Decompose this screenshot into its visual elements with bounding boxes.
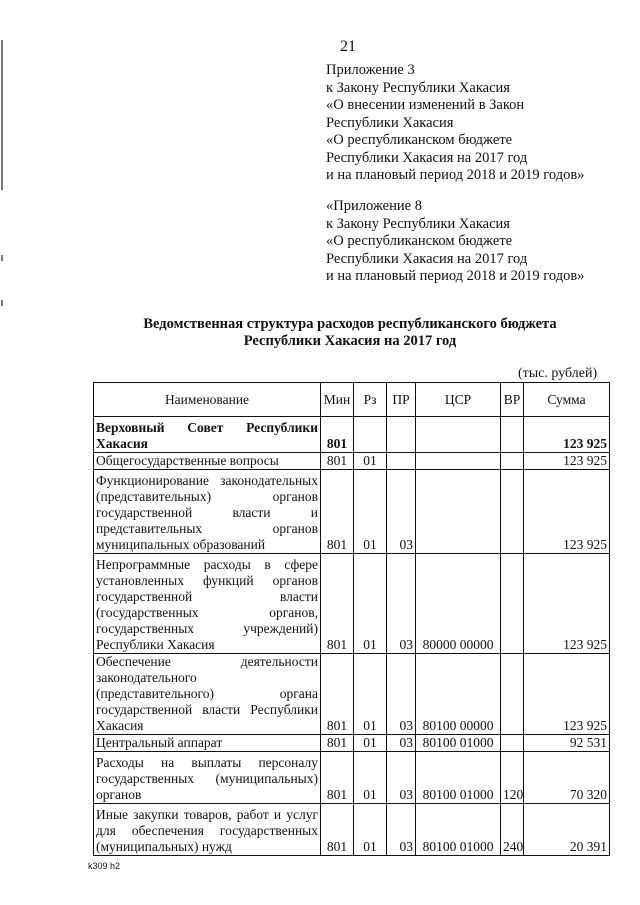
- row-name: Обеспечение деятельности законодательного (представительного) органа государственной власти Республики Хакасия: [94, 654, 321, 735]
- appendix-8-line: «Приложение 8: [326, 198, 422, 214]
- row-sum: 123 925: [524, 554, 610, 654]
- appendix-3-header: [326, 62, 584, 185]
- row-vr: 240: [501, 804, 524, 856]
- appendix-3-line: Республики Хакасия на 2017 год: [326, 149, 528, 166]
- table-row: [94, 735, 610, 752]
- appendix-3-line: «О внесении изменений в Закон: [326, 97, 525, 113]
- row-sum: 92 531: [524, 735, 610, 752]
- row-pr: 03: [387, 554, 416, 654]
- row-sum: 70 320: [524, 752, 610, 804]
- row-rz: 01: [354, 735, 387, 752]
- table-row: [94, 453, 610, 470]
- footer-code: k309 h2: [88, 861, 121, 871]
- appendix-3-line: Приложение 3: [326, 62, 415, 78]
- row-name: Непрограммные расходы в сфере установленных функций органов государственной власти (государственных органов, государственных учреждений) Республики Хакасия: [94, 554, 321, 654]
- row-min: 801: [321, 417, 354, 453]
- row-csr: [416, 470, 501, 554]
- row-sum: 20 391: [524, 804, 610, 856]
- row-sum: 123 925: [524, 654, 610, 735]
- appendix-3-line: и на плановый период 2018 и 2019 годов»: [326, 167, 585, 183]
- row-min: 801: [321, 453, 354, 470]
- row-sum: 123 925: [524, 417, 610, 453]
- row-csr: [416, 417, 501, 453]
- row-vr: [501, 417, 524, 453]
- row-min: 801: [321, 654, 354, 735]
- scan-edge-mark: [1, 40, 3, 190]
- row-rz: 01: [354, 470, 387, 554]
- row-csr: 80100 01000: [416, 735, 501, 752]
- row-vr: [501, 470, 524, 554]
- row-pr: 03: [387, 752, 416, 804]
- document-title-line-1: Ведомственная структура расходов республиканского бюджета: [143, 316, 557, 332]
- row-vr: [501, 735, 524, 752]
- table-row: [94, 654, 610, 735]
- table-row: [94, 752, 610, 804]
- row-vr: [501, 453, 524, 470]
- column-header-name: Наименование: [94, 383, 321, 417]
- row-min: 801: [321, 554, 354, 654]
- row-min: 801: [321, 804, 354, 856]
- column-header-csr: ЦСР: [416, 383, 501, 417]
- row-name: Функционирование законодательных (представительных) органов государственной власти и представительных органов муниципальных образований: [94, 470, 321, 554]
- row-pr: 03: [387, 470, 416, 554]
- column-header-sum: Сумма: [524, 383, 610, 417]
- page-number: 21: [340, 38, 356, 55]
- row-csr: 80100 00000: [416, 654, 501, 735]
- row-name: Общегосударственные вопросы: [94, 453, 321, 470]
- document-title: [90, 316, 610, 350]
- column-header-min: Мин: [321, 383, 354, 417]
- appendix-3-line: Республики Хакасия: [326, 114, 454, 131]
- row-name: Верховный Совет Республики Хакасия: [94, 417, 321, 453]
- table-row: [94, 554, 610, 654]
- scan-edge-mark: [1, 300, 3, 306]
- document-title-line-2: Республики Хакасия на 2017 год: [243, 333, 457, 349]
- scan-edge-mark: [1, 255, 3, 261]
- row-csr: 80000 00000: [416, 554, 501, 654]
- row-vr: [501, 654, 524, 735]
- row-vr: 120: [501, 752, 524, 804]
- appendix-3-line: к Закону Республики Хакасия: [326, 79, 510, 96]
- row-pr: 03: [387, 804, 416, 856]
- row-rz: 01: [354, 804, 387, 856]
- row-rz: 01: [354, 453, 387, 470]
- table-row: [94, 417, 610, 453]
- table-header-row: [94, 383, 610, 417]
- budget-table: [93, 382, 610, 856]
- appendix-8-line: к Закону Республики Хакасия: [326, 215, 510, 232]
- row-min: 801: [321, 752, 354, 804]
- row-csr: 80100 01000: [416, 752, 501, 804]
- row-pr: [387, 453, 416, 470]
- column-header-vr: ВР: [501, 383, 524, 417]
- row-pr: 03: [387, 735, 416, 752]
- row-rz: [354, 417, 387, 453]
- row-name: Центральный аппарат: [94, 735, 321, 752]
- row-sum: 123 925: [524, 470, 610, 554]
- row-name: Расходы на выплаты персоналу государственных (муниципальных) органов: [94, 752, 321, 804]
- row-name: Иные закупки товаров, работ и услуг для обеспечения государственных (муниципальных) нужд: [94, 804, 321, 856]
- column-header-rz: Рз: [354, 383, 387, 417]
- row-rz: 01: [354, 752, 387, 804]
- row-csr: 80100 01000: [416, 804, 501, 856]
- row-vr: [501, 554, 524, 654]
- appendix-8-line: Республики Хакасия на 2017 год: [326, 250, 528, 267]
- row-sum: 123 925: [524, 453, 610, 470]
- table-row: [94, 804, 610, 856]
- appendix-8-line: и на плановый период 2018 и 2019 годов»: [326, 268, 585, 284]
- row-min: 801: [321, 735, 354, 752]
- row-csr: [416, 453, 501, 470]
- table-row: [94, 470, 610, 554]
- appendix-8-header: [326, 198, 584, 286]
- row-rz: 01: [354, 554, 387, 654]
- unit-note: (тыс. рублей): [518, 366, 598, 381]
- appendix-8-line: «О республиканском бюджете: [326, 233, 513, 249]
- row-pr: [387, 417, 416, 453]
- column-header-pr: ПР: [387, 383, 416, 417]
- row-rz: 01: [354, 654, 387, 735]
- row-pr: 03: [387, 654, 416, 735]
- appendix-3-line: «О республиканском бюджете: [326, 132, 513, 148]
- row-min: 801: [321, 470, 354, 554]
